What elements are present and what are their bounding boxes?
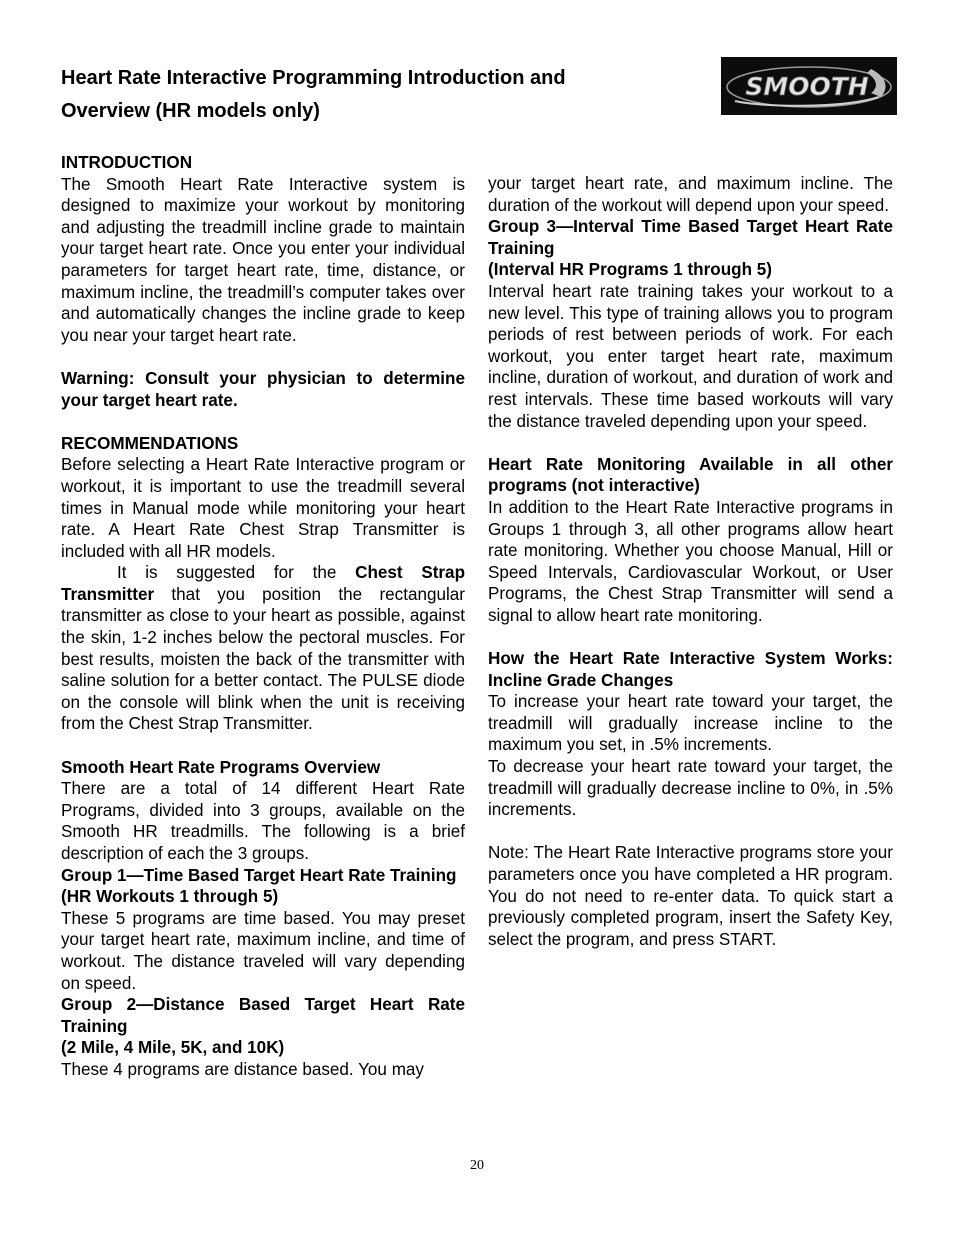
group2-text: These 4 programs are distance based. You may xyxy=(61,1059,424,1079)
page-title xyxy=(61,62,681,128)
group2-continued-text: your target heart rate, and maximum incline. The duration of the workout will depend upon your speed. xyxy=(488,174,893,215)
group1-text: These 5 programs are time based. You may preset your target heart rate, maximum incline, and time of workout. The distance traveled will vary depending on speed. xyxy=(61,908,465,993)
warning-text: Warning: Consult your physician to determine your target heart rate. xyxy=(61,368,465,410)
introduction-heading: INTRODUCTION xyxy=(61,153,193,172)
incline-changes-heading: How the Heart Rate Interactive System Works: Incline Grade Changes xyxy=(488,649,893,690)
smooth-logo xyxy=(721,57,897,115)
monitoring-heading: Heart Rate Monitoring Available in all other programs (not interactive) xyxy=(488,454,893,496)
monitoring-text: In addition to the Heart Rate Interactive programs in Groups 1 through 3, all other programs allow heart rate monitoring. Whether you choose Manual, Hill or Speed Intervals, Cardiovascular Workout, or User Programs, the Chest Strap Transmitter will send a signal to allow heart rate monitoring. xyxy=(488,497,893,625)
group1-subheading: (HR Workouts 1 through 5) xyxy=(61,887,279,907)
chest-strap-text-b: that you position the rectangular transmitter as close to your heart as possible, against the skin, 1-2 inches below the pectoral muscles. For best results, moisten the back of the transmitter with saline solution for a better contact. The PULSE diode on the console will blink when the unit is receiving from the Chest Strap Transmitter. xyxy=(61,584,465,734)
page-title-line-1: Heart Rate Interactive Programming Introduction and xyxy=(61,67,566,89)
recommendations-heading: RECOMMENDATIONS xyxy=(61,433,239,453)
group2-heading: Group 2—Distance Based Target Heart Rate Training xyxy=(61,995,465,1036)
page-title-line-2: Overview (HR models only) xyxy=(61,100,320,122)
introduction-text: The Smooth Heart Rate Interactive system is designed to maximize your workout by monitoring and adjusting the treadmill incline grade to maintain your target heart rate. Once you enter your individual parameters for target heart rate, time, distance, or maximum incline, the treadmill’s computer takes over and automatically changes the incline grade to keep you near your target heart rate. xyxy=(61,174,465,345)
chest-strap-paragraph xyxy=(61,562,465,735)
chest-strap-term: Chest Strap Transmitter xyxy=(61,563,466,604)
smooth-logo-graphic xyxy=(721,57,897,115)
group3-heading: Group 3—Interval Time Based Target Heart Rate Training xyxy=(488,217,893,258)
group2-subheading: (2 Mile, 4 Mile, 5K, and 10K) xyxy=(61,1038,285,1058)
chest-strap-text-a: It is suggested for the xyxy=(117,563,356,583)
logo-wordmark: SMOOTH xyxy=(745,72,869,101)
page-number: 20 xyxy=(470,1158,484,1173)
group1-heading: Group 1—Time Based Target Heart Rate Training xyxy=(61,865,457,885)
note-text: Note: The Heart Rate Interactive programs store your parameters once you have completed a HR program. You do not need to re-enter data. To quick start a previously completed program, insert the Safety Key, select the program, and press START. xyxy=(488,843,893,949)
incline-increase-text: To increase your heart rate toward your target, the treadmill will gradually increase incline to the maximum you set, in .5% increments. xyxy=(488,692,893,755)
right-column xyxy=(488,173,893,950)
programs-overview-heading: Smooth Heart Rate Programs Overview xyxy=(61,757,381,777)
group3-text: Interval heart rate training takes your workout to a new level. This type of training allows you to program periods of rest between periods of work. For each workout, you enter target heart rate, maximum incline, duration of workout, and duration of work and rest intervals. These time based workouts will vary the distance traveled depending upon your speed. xyxy=(488,281,893,431)
recommendations-text: Before selecting a Heart Rate Interactive program or workout, it is important to use the treadmill several times in Manual mode while monitoring your heart rate. A Heart Rate Chest Strap Transmitter is included with all HR models. xyxy=(61,455,465,561)
group3-subheading: (Interval HR Programs 1 through 5) xyxy=(488,260,772,280)
left-column xyxy=(61,152,465,1081)
incline-decrease-text: To decrease your heart rate toward your target, the treadmill will gradually decrease incline to 0%, in .5% increments. xyxy=(488,757,893,820)
programs-overview-text: There are a total of 14 different Heart Rate Programs, divided into 3 groups, available on the Smooth HR treadmills. The following is a brief description of each the 3 groups. xyxy=(61,779,465,863)
